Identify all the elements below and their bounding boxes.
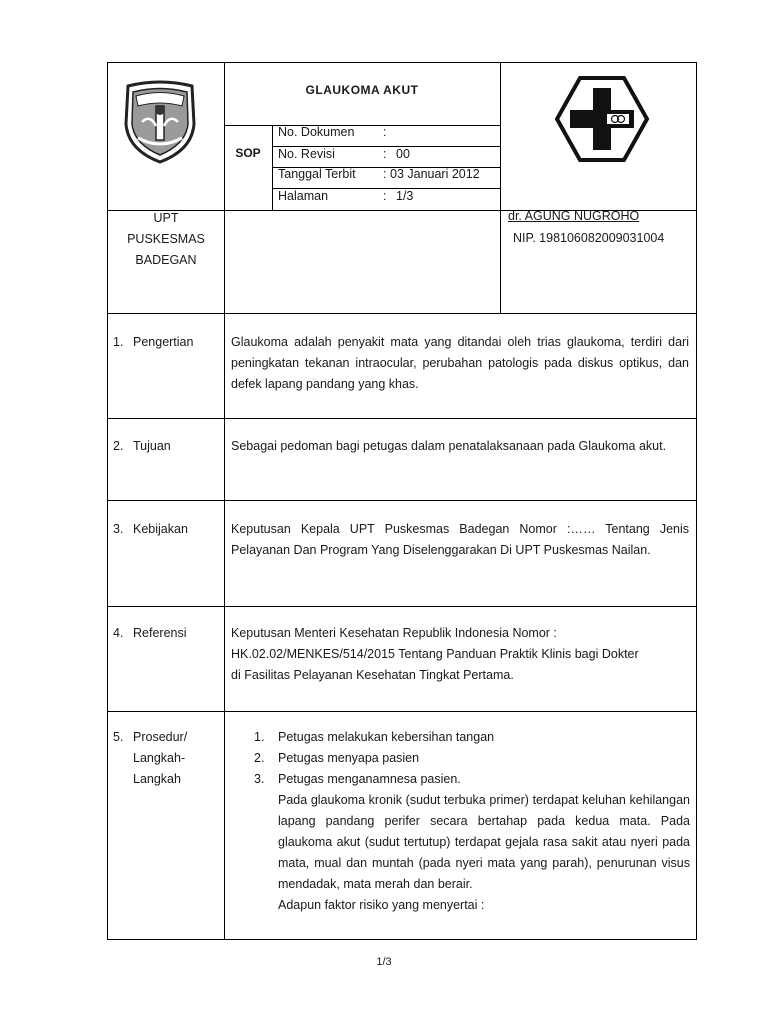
meta-label-revisi: No. Revisi xyxy=(278,147,335,161)
step-detail-paragraph: Pada glaukoma kronik (sudut terbuka primer) terdapat keluhan kehilangan lapang pandang perifer secara bertahap pada kedua mata. Pada glaukoma akut (sudut tertutup) terdapat gejala rasa sakit atau nyeri pada mata, mual dan muntah (pada nyeri mata yang parah), penurunan visus mendadak, mata merah dan berair. xyxy=(278,793,690,891)
section-rule-2 xyxy=(107,500,697,501)
section-paragraph: Keputusan Kepala UPT Puskesmas Badegan Nomor :…… Tentang Jenis Pelayanan Dan Program Yang Diselenggarakan Di UPT Puskesmas Nailan. xyxy=(231,522,689,557)
regional-emblem-icon xyxy=(118,80,202,164)
section-paragraph: Glaukoma adalah penyakit mata yang ditandai oleh trias glaukoma, terdiri dari peningkatan tekanan intraocular, perubahan patologis pada diskus optikus, dan defek lapang pandang yang khas. xyxy=(231,335,689,391)
meta-label-tanggal: Tanggal Terbit xyxy=(278,167,356,181)
section-title-line: Langkah- xyxy=(133,751,186,765)
page-number: 1/3 xyxy=(376,956,392,968)
step-number: 1. xyxy=(254,730,265,744)
section-label-prosedur xyxy=(113,727,221,790)
section-text-pengertian xyxy=(231,332,689,395)
procedure-step xyxy=(254,769,690,790)
reference-line: di Fasilitas Pelayanan Kesehatan Tingkat Pertama. xyxy=(231,668,514,682)
reference-line: Keputusan Menteri Kesehatan Republik Indonesia Nomor : xyxy=(231,626,557,640)
section-number: 2. xyxy=(113,439,124,453)
section-number: 5. xyxy=(113,730,124,744)
signatory-name: dr. AGUNG NUGROHO xyxy=(508,209,640,223)
section-label-referensi xyxy=(113,623,221,644)
title-rule xyxy=(224,125,500,126)
header-divider-right xyxy=(500,62,501,313)
section-text-kebijakan xyxy=(231,519,689,561)
meta-colon: : xyxy=(383,125,387,139)
section-label-kebijakan xyxy=(113,519,221,540)
section-title: Referensi xyxy=(133,626,187,640)
section-title-line: Langkah xyxy=(133,772,181,786)
signatory-nip: NIP. 198106082009031004 xyxy=(513,231,665,245)
section-text-tujuan xyxy=(231,436,689,457)
step-text: Petugas melakukan kebersihan tangan xyxy=(278,730,495,744)
institution-line: UPT xyxy=(153,211,179,225)
section-label-tujuan xyxy=(113,436,221,457)
sop-label: SOP xyxy=(235,146,261,160)
institution-name xyxy=(108,208,224,271)
column-divider xyxy=(224,62,225,940)
section-title: Pengertian xyxy=(133,335,194,349)
section-rule-3 xyxy=(107,606,697,607)
meta-label-dokumen: No. Dokumen xyxy=(278,125,355,139)
puskesmas-cross-logo-icon xyxy=(552,74,652,164)
step-text: Petugas menganamnesa pasien. xyxy=(278,772,461,786)
procedure-steps xyxy=(254,727,690,916)
meta-colon: : xyxy=(383,189,387,203)
meta-colon: : xyxy=(383,167,387,181)
meta-value-revisi: 00 xyxy=(396,147,410,161)
section-text-referensi xyxy=(231,623,689,686)
meta-label-halaman: Halaman xyxy=(278,189,329,203)
step-number: 3. xyxy=(254,772,265,786)
document-title: GLAUKOMA AKUT xyxy=(305,83,419,97)
meta-value-tanggal: 03 Januari 2012 xyxy=(390,167,480,181)
header-bottom-rule xyxy=(107,313,697,314)
section-paragraph: Sebagai pedoman bagi petugas dalam penatalaksanaan pada Glaukoma akut. xyxy=(231,439,667,453)
section-rule-1 xyxy=(107,418,697,419)
meta-value-halaman: 1/3 xyxy=(396,189,414,203)
section-title: Tujuan xyxy=(133,439,171,453)
institution-line: BADEGAN xyxy=(135,253,197,267)
procedure-step xyxy=(254,748,690,769)
section-title: Prosedur/ xyxy=(133,730,188,744)
procedure-step xyxy=(254,727,690,748)
section-label-pengertian xyxy=(113,332,221,353)
institution-line: PUSKESMAS xyxy=(127,232,205,246)
section-number: 3. xyxy=(113,522,124,536)
section-number: 1. xyxy=(113,335,124,349)
step-number: 2. xyxy=(254,751,265,765)
step-text: Petugas menyapa pasien xyxy=(278,751,420,765)
section-number: 4. xyxy=(113,626,124,640)
section-rule-4 xyxy=(107,711,697,712)
meta-colon: : xyxy=(383,147,387,161)
section-title: Kebijakan xyxy=(133,522,188,536)
meta-divider xyxy=(272,125,273,211)
reference-line: HK.02.02/MENKES/514/2015 Tentang Panduan Praktik Klinis bagi Dokter xyxy=(231,647,639,661)
step-detail-risk: Adapun faktor risiko yang menyertai : xyxy=(278,898,485,912)
